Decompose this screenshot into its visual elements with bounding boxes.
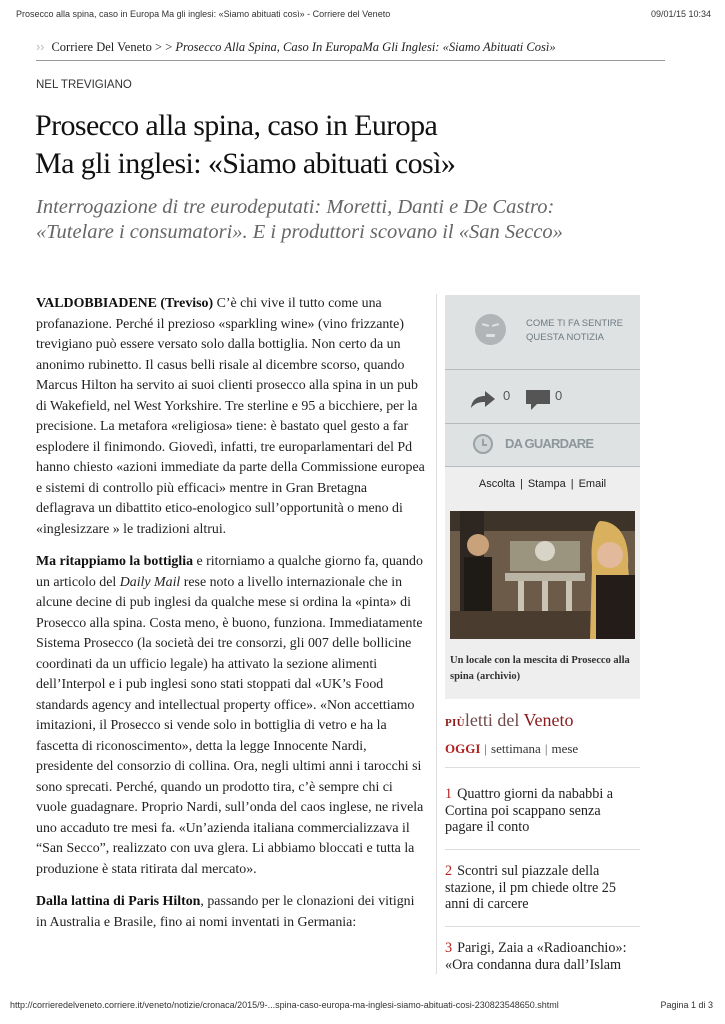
photo-caption: Un locale con la mescita di Prosecco alla spina (archivio) [450, 655, 630, 682]
tab-month[interactable]: mese [551, 741, 579, 756]
tab-separator: | [544, 741, 548, 756]
title-suffix: Veneto [523, 710, 574, 730]
tab-separator: | [484, 741, 488, 756]
most-read-item[interactable] [445, 863, 635, 913]
print-footer [10, 1000, 713, 1010]
divider [445, 767, 640, 768]
dateline: VALDOBBIADENE (Treviso) [36, 296, 214, 311]
most-read-item[interactable] [445, 786, 635, 836]
page-number: Pagina 1 di 3 [660, 1000, 713, 1010]
paragraph-text: , passando per le clonazioni dei vitigni in Australia e Brasile, fino ai nomi inventati in Germania: [36, 894, 415, 930]
item-number: 1 [445, 786, 453, 802]
share-arrow-icon[interactable] [469, 388, 497, 410]
email-link[interactable]: Email [578, 478, 607, 490]
title-prefix: PIÙ [445, 717, 465, 729]
breadcrumb-current: Prosecco Alla Spina, Caso In EuropaMa Gli Inglesi: «Siamo Abituati Così» [175, 40, 556, 54]
print-datetime: 09/01/15 10:34 [650, 9, 711, 19]
article-sidebar-widget [445, 295, 640, 699]
item-number: 2 [445, 863, 453, 879]
listen-link[interactable]: Ascolta [478, 478, 515, 490]
most-read-tabs [445, 741, 640, 757]
watch-label[interactable]: DA GUARDARE [505, 436, 594, 451]
print-header [16, 9, 711, 19]
print-link[interactable]: Stampa [527, 478, 566, 490]
item-headline[interactable]: Quattro giorni da nababbi a Cortina poi scappano senza pagare il conto [445, 786, 614, 835]
section-kicker: NEL TREVIGIANO [36, 79, 132, 91]
article-body [36, 294, 426, 945]
divider [445, 926, 640, 927]
breadcrumb-separator: > > [155, 40, 173, 54]
tab-week[interactable]: settimana [491, 741, 541, 756]
article-paragraph [36, 892, 426, 933]
print-page-title: Prosecco alla spina, caso in Europa Ma gli inglesi: «Siamo abituati così» - Corriere del Veneto [16, 9, 391, 19]
page-title [35, 107, 595, 183]
article-subtitle: Interrogazione di tre eurodeputati: Moretti, Danti e De Castro: «Tutelare i consumatori». E i produttori scovano il «San Secco» [36, 196, 563, 243]
most-read-title [445, 710, 640, 731]
headline-line-1: Prosecco alla spina, caso in Europa [35, 109, 438, 142]
share-count: 0 [503, 388, 511, 403]
item-number: 3 [445, 940, 453, 956]
comment-count: 0 [555, 388, 563, 403]
title-middle: letti del [464, 710, 524, 730]
tab-today[interactable]: OGGI [445, 741, 481, 756]
page-url: http://corrieredelveneto.corriere.it/veneto/notizie/cronaca/2015/9-...spina-caso-europa-ma-inglesi-siamo-abituati-cosi-230823548650.shtml [10, 1000, 559, 1010]
breadcrumb-home-link[interactable]: Corriere Del Veneto [51, 40, 152, 54]
article-photo[interactable] [450, 511, 635, 639]
paragraph-text: e ritorniamo a qualche giorno fa, quando un articolo del [36, 554, 423, 590]
tool-separator: | [519, 478, 523, 490]
feeling-label[interactable]: COME TI FA SENTIRE QUESTA NOTIZIA [526, 318, 623, 343]
article-paragraph [36, 552, 426, 880]
article-paragraph [36, 294, 426, 540]
paragraph-text: rese noto a livello internazionale che in alcune decine di pub inglesi da qualche mese si ordina la «pinta» di Prosecco alla spina. Costa meno, è buono, funziona. Immediatamente Sistema Prosecco (la società dei tre consorzi, gli 007 delle bollicine coordinati da un ufficio legale) ha attivato la sezione alimenti dell’Interpol e i pub inglesi sono stati stoppati dal «UK’s Food standards agency and intellectual property office». «Non accettiamo imitazioni, il Prosecco si vende solo in bottiglia di vetro e ha la fascetta di riconoscimento», detta la legge Innocente Nardi, presidente del consorzio di collina. Ora, negli ultimi anni i tarocchi si sono sprecati. Perché, quando un prodotto tira, c’è sempre chi ci vuole guadagnare. Proprio Nardi, sull’onda del caos inglese, ne rivela uno accaduto tre mesi fa. «Un’azienda italiana commercializzava il “San Secco”, realizzato con uva glera. Li abbiamo bloccati e tutta la produzione è stata ritirata dal mercato». [36, 574, 424, 877]
article-tools [445, 478, 640, 490]
comment-icon[interactable] [525, 388, 551, 412]
paragraph-lead: Ma ritappiamo la bottiglia [36, 554, 194, 569]
publication-name: Daily Mail [119, 574, 181, 590]
breadcrumb [36, 40, 665, 61]
grumpy-face-icon[interactable] [475, 314, 506, 345]
divider [445, 849, 640, 850]
paragraph-lead: Dalla lattina di Paris Hilton [36, 894, 201, 909]
divider [445, 466, 640, 467]
headline-line-2: Ma gli inglesi: «Siamo abituati così» [35, 147, 456, 180]
most-read-box [445, 710, 640, 973]
column-divider [436, 294, 437, 974]
breadcrumb-marker-icon: ›› [36, 40, 45, 54]
clock-icon [473, 434, 493, 454]
paragraph-text: C’è chi vive il tutto come una profanazione. Perché il prezioso «sparkling wine» (vino frizzante) trevigiano può essere versato solo dalla bottiglia. Non certo da un anonimo rubinetto. Il casus belli risale al dicembre scorso, quando Marcus Hilton ha servito ai suoi clienti prosecco alla spina in un pub di Wakefield, nel West Yorkshire. Tre sterline e 95 a bicchiere, per la precisione. La metafora «religiosa» tiene: è bastato quel gesto a far esplodere il finimondo. Giovedì, infatti, tre europarlamentari del Pd hanno chiesto «azioni immediate da parte della Commissione europea e sistemi di controllo più efficaci» mentre in Gran Bretagna deflagrava un dibattito etico-enologico sull’opportunità o meno di «inglesizzare » le tradizioni altrui. [36, 296, 425, 537]
tool-separator: | [570, 478, 574, 490]
most-read-item[interactable] [445, 940, 635, 973]
item-headline[interactable]: Scontri sul piazzale della stazione, il pm chiede oltre 25 anni di carcere [445, 863, 616, 912]
item-headline[interactable]: Parigi, Zaia a «Radioanchio»: «Ora condanna dura dall’Islam [445, 940, 627, 973]
